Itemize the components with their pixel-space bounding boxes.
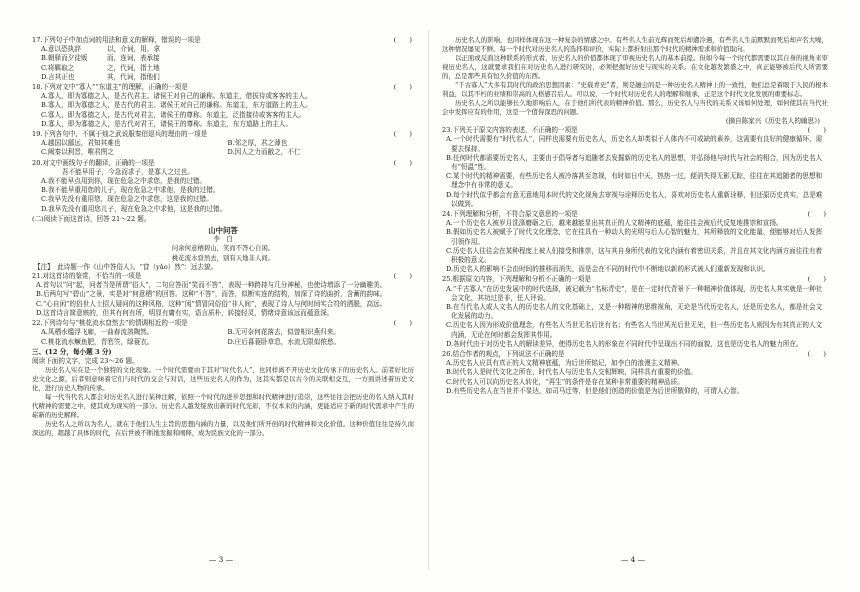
question-20 [32,159,414,214]
option: B.邻之厚，君之薄也 [227,139,288,148]
option: B.寡人，即为寡德之人，是古代的君主、诸侯王对自己的谦称。东道主，东方道路上的主人。 [41,101,312,110]
answer-blank: ( ) [393,272,412,281]
question-stem: 25.根据原文内容，下列理解和分析不正确的一项是 [442,275,591,284]
option: D.因人之力而敝之，不仁 [227,148,301,157]
section-heading: 三、(12 分，每小题 3 分) [32,347,112,356]
question-21 [32,272,414,318]
option: D.庄后暮蓑卧草息，水流无限似侬愁。 [227,337,341,346]
poem-title: 山中问答 [208,226,238,236]
answer-blank: ( ) [393,83,412,92]
right-column [442,36,828,397]
page-divider [428,30,429,570]
option-gloss: 之，代词，指土地 [107,63,160,72]
option-gloss: 而，连词，表承接 [107,54,160,63]
option: B.在当代名人或人文名人的历史名人的文化基础上，又是一种精神的思维视角，无论是当代历史名人，还是历史名人，都是社会文化发展的动力。 [446,303,823,321]
option: D.各时代由于对历史名人的解读差异，使得历史名人的形象在不同时代中呈现出不同的面貌，这也是历史名人的魅力所在。 [446,339,803,348]
question-stem: 19.下列各句中，不属于烛之武说服秦伯退兵的理由的一项是 [32,130,208,139]
option: A.我不能早点用到你，现在危急之中求您，是我的过错。 [41,177,207,186]
passage-paragraph: 每一代当代名人都会对历史名人进行某种注解，依照一个时代的进步思想和时代精神进行追崇，这些往往会把历史的名人纳入其时代精神的需要之中，使其成为现实的一部分。历史名人越发绽放出新的时代光彩，不仅本来的内涵，更能适应于新的时代需求中产生的崭新的历史解释。 [32,393,414,420]
reading-intro: (二)阅读下面这首诗，回答 21～22 题。 [32,214,151,223]
option: C.历史名人往往会在某种程度上被人们接受和推崇，这与其自身所代表的文化内涵有着密切关系，并且在其文化内涵方面往往有着积极的意义。 [446,246,823,265]
option: C.将羁取之 [41,63,75,72]
question-22 [32,319,414,347]
passage-paragraph: 以正面或反面这种联系的形式看，历史名人的价值都体现了审视历史名人的基本前提。但如今每一个时代都需要以其自身的视角来审视历史名人，这就要求我们在对历史名人进行研究时，必须把握好历史与现实的关系。在文化越发繁盛之中，真正能够被后代人所需要的，总是那些具有恒久价值的东西。 [442,54,828,80]
option: A.凤栖水槛浮飞廊，一曲春流溶陶然。 [41,328,154,337]
answer-blank: ( ) [807,210,826,219]
option: A.越国以鄙远，君知其难也 [41,139,121,148]
answer-blank: ( ) [393,36,412,44]
question-17 [32,36,414,82]
question-stem: 18.下列对文中“寡人”“东道主”的理解，正确的一项是 [32,83,188,92]
answer-blank: ( ) [393,130,412,139]
options-grid [32,45,414,82]
option: C.时代名人可以向历史名人转化，“再生”的条件是存在某种非常重要的精神品质。 [446,377,684,386]
option: D.每个时代似乎都会有意无意地用本时代的文化视角去审视与诠释历史名人，喜欢对历史名人重新诠释，但还原历史真实，总是难以做到。 [446,190,823,208]
option: B.假如历史名人被赋予了时代文化理念，它在往具有一种动人的光明与后人心智的魅力，其所释放的文化能量，便能够对后人发挥引领作用。 [446,228,823,246]
page-number: — 4 — [620,555,646,564]
option: D.言其正也 [41,72,75,81]
option: D.有些历史名人在当世并不显达，如司马迁等，但是他们创造的价值是为后世所敬仰的，可谓人心智。 [446,386,744,395]
option: C.桃花流水鳜鱼肥，青箬笠，绿蓑衣。 [41,337,154,346]
right-page [432,0,834,592]
option: B.后两句写“碧山”之景，实是对“何意栖”的回答。这种“不答”，而答，似断实连的结构，加深了诗的曲折，含蓄的韵味。 [36,290,387,299]
left-column [32,36,414,438]
page-number: — 3 — [208,555,234,564]
option: D.我早先没有重用您儿子，现在危急之中求他，这是我的过错。 [41,204,227,213]
question-stem: 20.对文中画线句子的翻译，正确的一项是 [32,158,155,167]
question-18 [32,83,414,129]
option: D.这首诗言简意赅的，但其有何有所，明显有庸有实，语言质朴，转接轻灵，情绪诗意该远而蕴意深。 [36,308,334,317]
option: B.无可奈何花落去，似曾相识燕归来。 [227,328,340,337]
option: A.历史名人应具有真正的人文精神底蕴，为后世所铭记，如李白的浪漫主义精神。 [446,359,684,368]
passage-paragraph: 历史名人的影响，也同样体现在这一种复杂的情感之中。有些名人生前光辉而死后却遭冷遇，有些名人生前默默而死后却声名大噪，这种情况屡见不鲜。每一个时代对历史名人的选择和评价，实际上都折射出那个时代的精神需求和价值取向。 [442,36,828,53]
question-26 [442,350,828,396]
passage-paragraph: 历史名人之所以为名人，就在于他们人生主旨的思想内涵的力量，以及他们所开创的时代精神和文化价值。这种价值往往是持久而深远的，超越了具体的时代，在后世被不断地发掘和阐释，成为民族文化的一部分。 [32,420,414,438]
passage-paragraph: 历史名人实在是一个独特的文化现象。一个时代需要由于其对“时代名人”，也同样离不开历史文化传承下的历史名人。前者好比历史文化之源，后者则意味着它们与时代的交会与对话，这些历史名人的作为，这其实都是以古今的关联相交互，一方面讲述着历史文化，进行历史人物的传承。 [32,366,414,393]
question-stem: 24.下列理解和分析，不符合原文意思的一项是 [442,210,578,219]
question-stem: 22.下列诗句与“桃花流水窅然去”的情调相近的一项是 [32,319,188,328]
option: A.“千古寡人”在历史发展中的时代选择，被记载为“名标青史”，是在一定时代背景下一种精神价值体现，历史名人其实就是一种社会文化，其功过是非，任人评说。 [446,284,823,302]
poem-author: 李 白 [213,235,233,244]
option: B.我不能早重用您的儿子，现在危急之中求他，是我的过错。 [41,186,220,195]
passage-source: (摘自陈家兴《历史名人的幽思》) [725,117,820,125]
option: D.历史名人的影响不会由时间的推移而消失，而是会在不同的时代中不断地以新的形式被人们重新发现和认识。 [446,265,770,274]
option: C.寡人，即为寡德之人，是古代对君主，诸侯王的尊称。东道主，泛指接待或客客的主人。 [41,110,306,119]
question-24 [442,210,828,274]
question-stem: 21.对这首诗的鉴赏，不恰当的一项是 [32,272,142,281]
option: C.某个时代的精神需要，有些历史名人被冷落甚至忽视，有时如日中天，热热一过，便消失得无影无踪，往往在其追随者的思想和理念中有非常的意义。 [446,172,823,190]
answer-blank: ( ) [393,158,412,167]
option: A.意以恐执辞 以，介词，用，拿 [41,45,160,54]
option-gloss: 其，代词，指他们 [107,72,160,81]
translation-quote: 吾不能早用子，今急而求子，是寡人之过也。 [62,167,194,176]
option: B.朝驿而夕徒贩 [41,54,88,63]
option: A.一个历史名人被岁月洗涤磨砺之后，越来越能显出其真正的人文精神的底蕴，能往往会被后代反复地推崇和宣扬。 [446,219,783,228]
question-stem: 23.下列关于原文内容的表述，不正确的一项是 [442,126,578,135]
poem [32,226,414,263]
section-intro: 阅读下面的文字，完成 23～26 题。 [32,356,139,365]
answer-blank: ( ) [807,350,826,359]
options-grid [32,328,414,346]
question-stem: 26.结合作者的观点，下列说法不正确的是 [442,350,565,359]
option: A.寡人，即为寡德之人，是古代君主、诸侯王对自己的谦称。东道主，借拔待或客客的主人。 [41,92,312,101]
option: C.历史名人因为形成价值理念，有些名人当世无名后世有名；有些名人当世风光后世无光，但一些历史名人则因为有其真正的人文内涵，无论在何时都会发挥其作用。 [446,321,823,339]
passage-paragraph: “千古寡人”大多有其时代的政治思想因素：“史载青史”者，则是融会的是一种历史名人精神上的一致性，他们总是着眼于人民的根本利益，以其不朽的业绩和崇高的人格感召后人。可以说，一个时代对历史名人的理解和继承，正是这个时代文化发展的重要标志。 [442,81,828,98]
answer-blank: ( ) [393,319,412,328]
passage-paragraph: 历史名人之所以能够长久地影响后人，在于他们所代表的精神价值。那么，历史名人与当代的关系又该如何处理，如何使其在当代社会中发挥应有的作用，这是一个值得深思的问题。 [442,99,828,116]
question-stem: 17.下列句子中加点词的用法和意义的解释，错误的一项是 [32,36,201,44]
answer-blank: ( ) [807,126,826,135]
poem-note: 【注】 此诗题一作《山中答俗人》。“窅（yǎo）然”：远去貌。 [34,262,218,271]
poem-line: 桃花流水窅然去，别有天地非人间。 [171,253,275,262]
option: C.阙秦以利晋，唯君图之 [41,148,114,157]
poem-line: 问余何意栖碧山，笑而不答心自闲。 [171,244,275,253]
option: C.“心自闲”的俗世人士招人疑问的这种风格，这种“闲”情冒同俗俗“非人间”，表现了诗人与何时间实合符的洒脱，高远。 [36,299,387,308]
option: D.寡人，即为寡德之人，是古代对君王，诸侯王的尊称。东道主，东方道路上的主人。 [41,119,293,128]
left-page [22,0,420,592]
option: B.任何时代都需要历史名人，主要由于倡导者与追随者去发掘新的历史名人的思想，并弘扬他与时代与社会的相合，因为历史名人有“恒温”性。 [446,153,823,172]
option: A.首句以“问”起，问者当是所谓“俗人”，二句应答而“笑而不答”，表现一种跨持与几分神秘，也使诗增添了一分幽趣美。 [36,281,387,290]
question-23 [442,126,828,209]
option: C.我早先没有重用您，现在危急之中求您，这是我的过错。 [41,195,213,204]
options-grid [32,139,414,157]
option: A.一个时代需要有“时代名人”，同样也需要有历史名人，历史名人却类似于人体内不可或缺的素养，这需要有良好的健康循环，需要去保持。 [446,135,823,153]
question-19 [32,130,414,158]
option: B.时代名人是时代文化之所在，时代名人与历史名人交相辉映，同样具有重要的价值。 [446,368,697,377]
question-25 [442,275,828,349]
answer-blank: ( ) [807,275,826,284]
